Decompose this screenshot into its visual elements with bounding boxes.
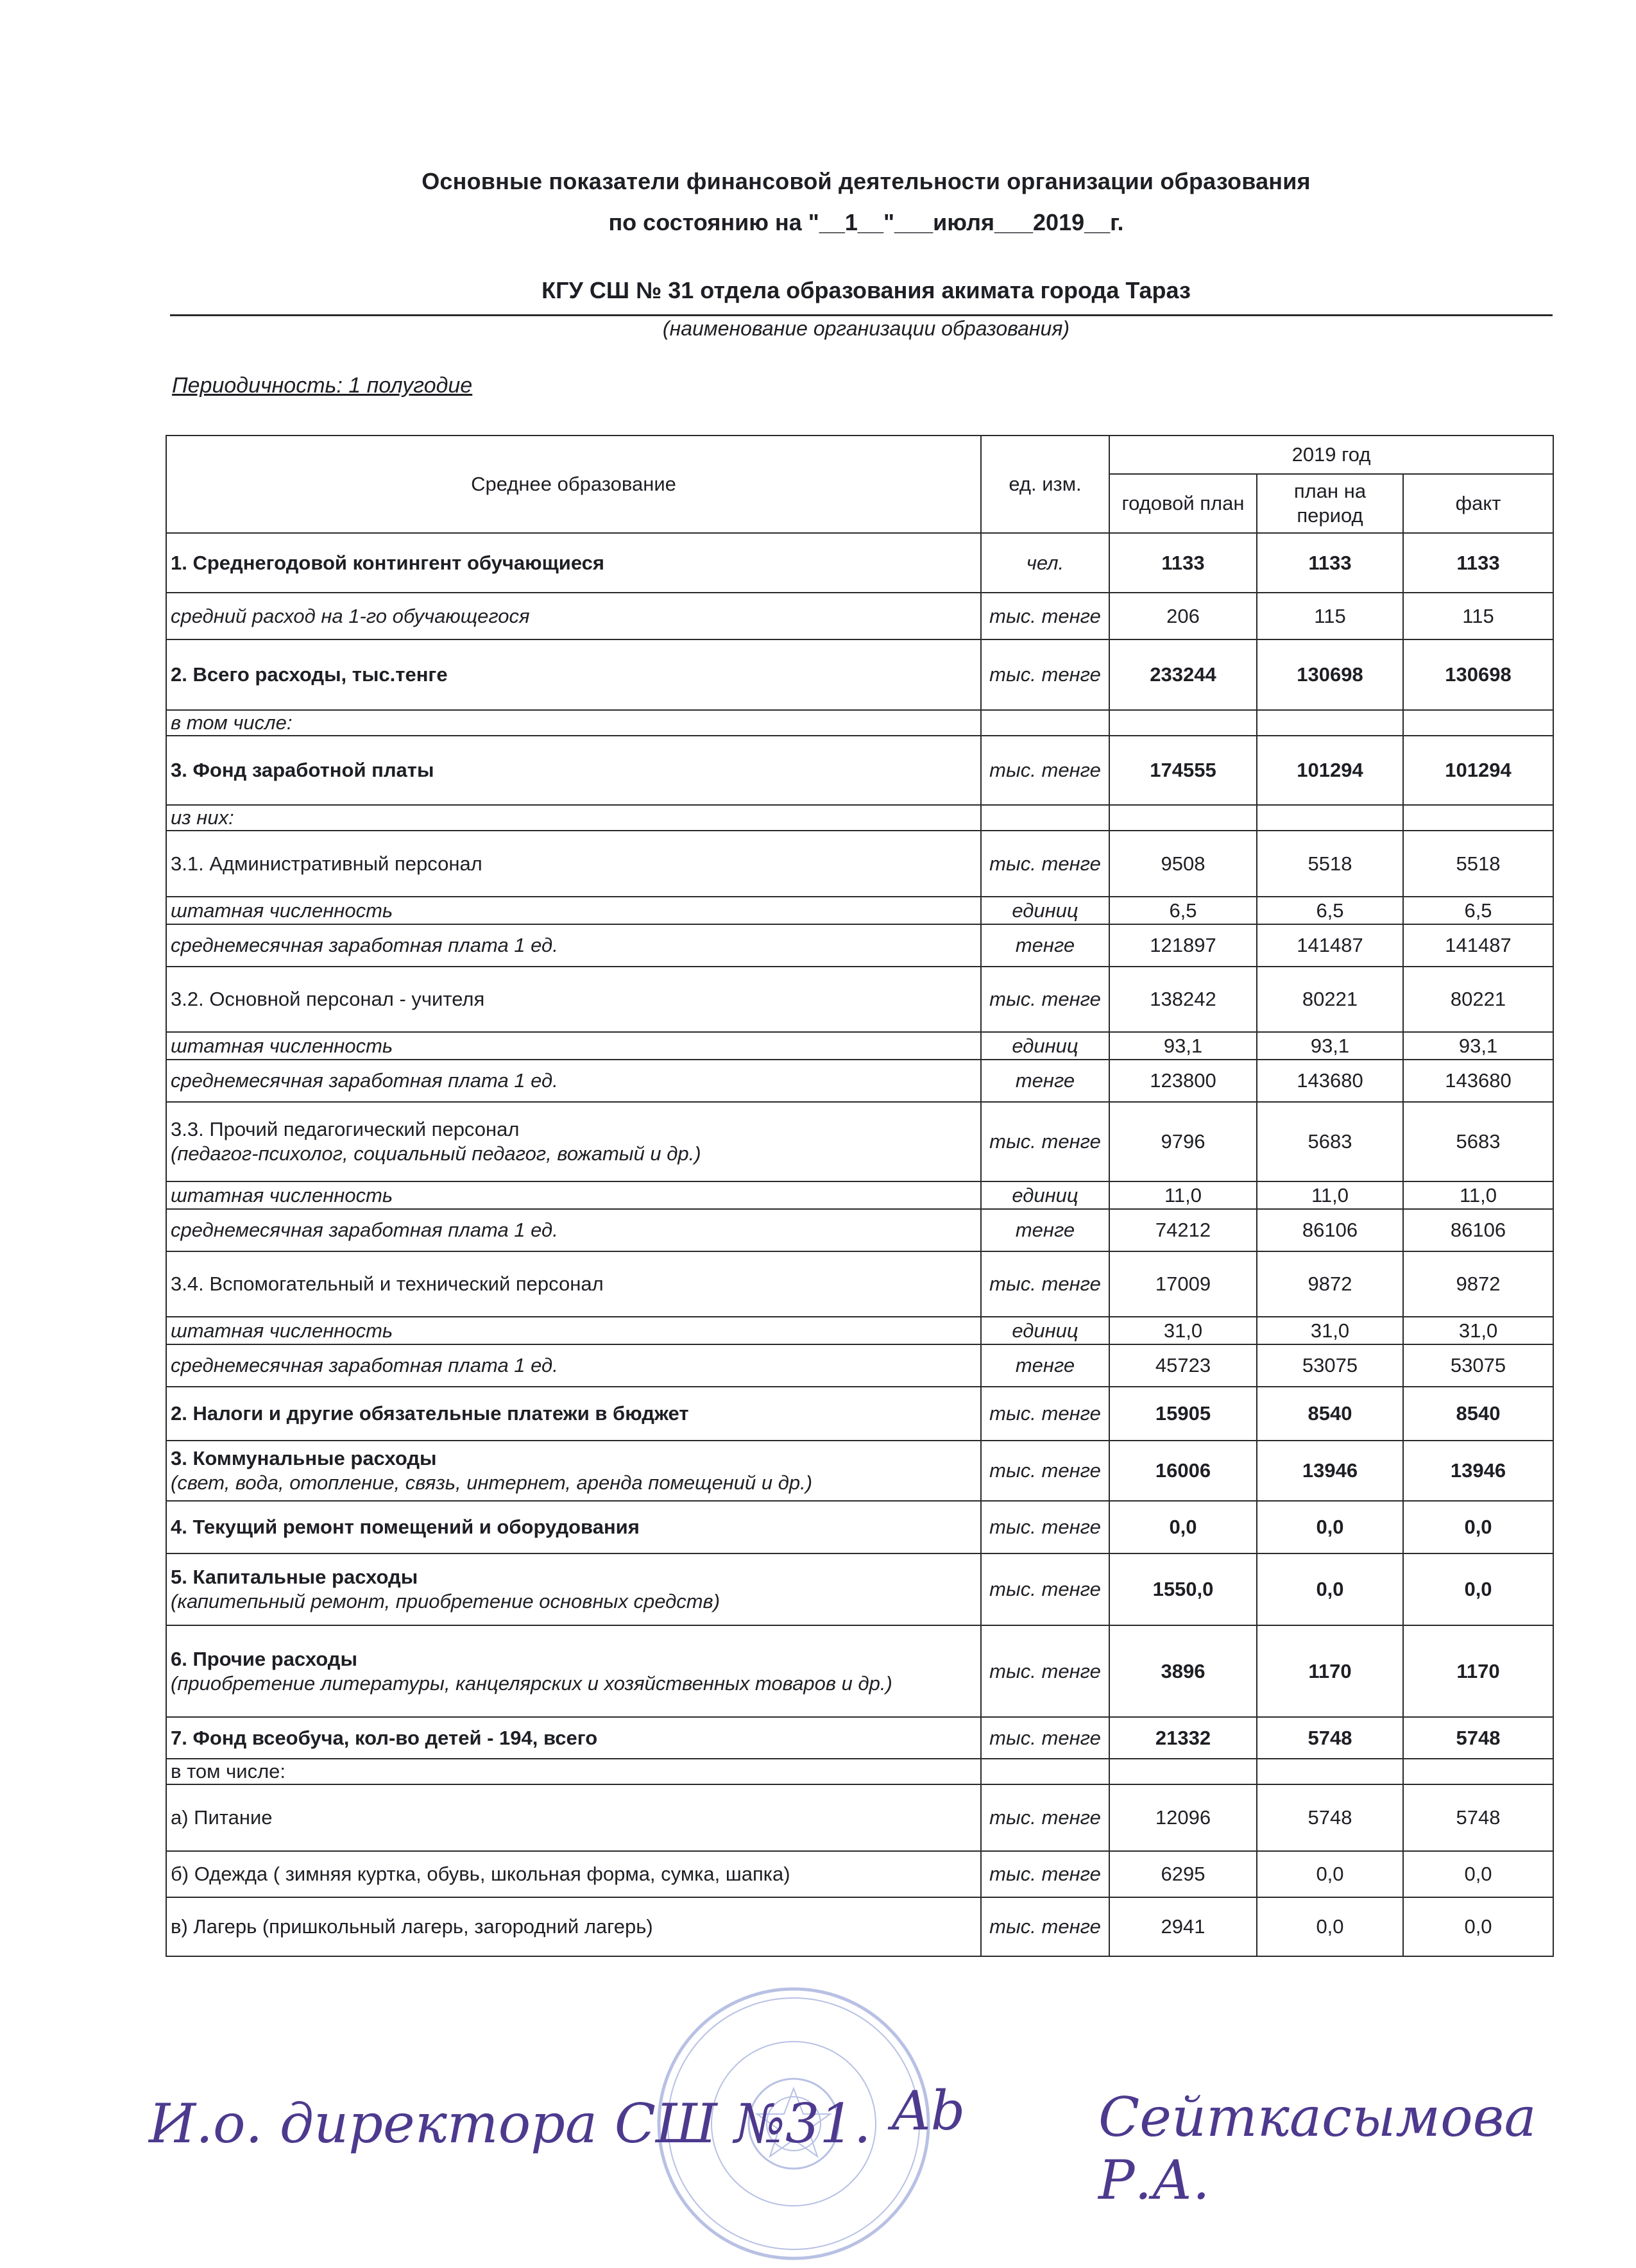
row-name-cell bbox=[166, 593, 981, 639]
row-name: штатная численность bbox=[171, 1183, 393, 1206]
row-unit: тыс. тенге bbox=[981, 1625, 1109, 1717]
row-period-plan: 0,0 bbox=[1257, 1851, 1403, 1897]
row-period-plan: 1170 bbox=[1257, 1625, 1403, 1717]
row-name: в) Лагерь (пришкольный лагерь, загородний лагерь) bbox=[171, 1915, 653, 1938]
row-unit: тыс. тенге bbox=[981, 1717, 1109, 1759]
row-name-cell bbox=[166, 897, 981, 924]
header-unit: ед. изм. bbox=[981, 436, 1109, 533]
row-annual-plan: 9796 bbox=[1109, 1102, 1257, 1181]
row-fact: 53075 bbox=[1403, 1344, 1553, 1387]
row-annual-plan: 2941 bbox=[1109, 1897, 1257, 1956]
row-unit: тыс. тенге bbox=[981, 1387, 1109, 1441]
row-period-plan: 9872 bbox=[1257, 1251, 1403, 1317]
row-period-plan: 93,1 bbox=[1257, 1032, 1403, 1060]
row-unit: тыс. тенге bbox=[981, 1251, 1109, 1317]
row-unit: единиц bbox=[981, 897, 1109, 924]
row-fact: 0,0 bbox=[1403, 1851, 1553, 1897]
row-fact: 115 bbox=[1403, 593, 1553, 639]
row-name: 3. Фонд заработной платы bbox=[171, 759, 434, 782]
table-row bbox=[166, 924, 1553, 967]
signature-position: И.о. директора СШ №31. bbox=[149, 2092, 871, 2155]
row-fact bbox=[1403, 1759, 1553, 1784]
row-period-plan: 80221 bbox=[1257, 967, 1403, 1032]
row-period-plan: 6,5 bbox=[1257, 897, 1403, 924]
table-row bbox=[166, 1387, 1553, 1441]
row-fact: 5748 bbox=[1403, 1717, 1553, 1759]
row-annual-plan: 12096 bbox=[1109, 1784, 1257, 1851]
row-name-cell bbox=[166, 639, 981, 710]
row-period-plan: 13946 bbox=[1257, 1441, 1403, 1501]
row-name-cell bbox=[166, 1625, 981, 1717]
row-name-cell bbox=[166, 1387, 981, 1441]
signature-line bbox=[149, 2079, 1560, 2212]
row-name: среднемесячная заработная плата 1 ед. bbox=[171, 1219, 558, 1242]
table-row bbox=[166, 1553, 1553, 1625]
row-period-plan: 141487 bbox=[1257, 924, 1403, 967]
row-fact: 11,0 bbox=[1403, 1181, 1553, 1209]
row-unit bbox=[981, 805, 1109, 831]
table-row bbox=[166, 1851, 1553, 1897]
row-fact: 1133 bbox=[1403, 533, 1553, 593]
row-fact: 0,0 bbox=[1403, 1897, 1553, 1956]
row-name: 2. Всего расходы, тыс.тенге bbox=[171, 663, 448, 686]
row-fact: 101294 bbox=[1403, 736, 1553, 805]
row-fact: 0,0 bbox=[1403, 1553, 1553, 1625]
header-education: Среднее образование bbox=[166, 436, 981, 533]
row-name: среднемесячная заработная плата 1 ед. bbox=[171, 1069, 558, 1092]
row-name: среднемесячная заработная плата 1 ед. bbox=[171, 1354, 558, 1377]
row-annual-plan bbox=[1109, 710, 1257, 736]
table-row bbox=[166, 831, 1553, 897]
row-annual-plan: 21332 bbox=[1109, 1717, 1257, 1759]
row-name: 7. Фонд всеобуча, кол-во детей - 194, всего bbox=[171, 1726, 598, 1749]
row-period-plan: 8540 bbox=[1257, 1387, 1403, 1441]
row-name: б) Одежда ( зимняя куртка, обувь, школьная форма, сумка, шапка) bbox=[171, 1863, 790, 1886]
row-name: 4. Текущий ремонт помещений и оборудования bbox=[171, 1516, 640, 1539]
row-unit: тенге bbox=[981, 924, 1109, 967]
row-name-cell bbox=[166, 710, 981, 736]
row-name: 3.3. Прочий педагогический персонал bbox=[171, 1118, 520, 1141]
row-period-plan: 5518 bbox=[1257, 831, 1403, 897]
row-name-cell bbox=[166, 1102, 981, 1181]
row-name: среднемесячная заработная плата 1 ед. bbox=[171, 934, 558, 957]
table-row bbox=[166, 1060, 1553, 1102]
row-name-cell bbox=[166, 1759, 981, 1784]
row-name-cell bbox=[166, 736, 981, 805]
table-row bbox=[166, 805, 1553, 831]
handwritten-signature: Ab bbox=[892, 2079, 966, 2142]
row-annual-plan: 123800 bbox=[1109, 1060, 1257, 1102]
row-name-cell bbox=[166, 1851, 981, 1897]
row-annual-plan: 138242 bbox=[1109, 967, 1257, 1032]
row-period-plan: 115 bbox=[1257, 593, 1403, 639]
row-name: 3.1. Административный персонал bbox=[171, 852, 482, 875]
organization-name: КГУ СШ № 31 отдела образования акимата города Тараз bbox=[541, 277, 1191, 303]
row-unit: тыс. тенге bbox=[981, 1553, 1109, 1625]
row-name-cell bbox=[166, 1897, 981, 1956]
row-name-cell bbox=[166, 1251, 981, 1317]
table-row bbox=[166, 1032, 1553, 1060]
row-name: 6. Прочие расходы bbox=[171, 1647, 357, 1670]
row-annual-plan bbox=[1109, 805, 1257, 831]
row-period-plan: 1133 bbox=[1257, 533, 1403, 593]
row-unit: тенге bbox=[981, 1209, 1109, 1251]
table-row bbox=[166, 1759, 1553, 1784]
row-name-cell bbox=[166, 1032, 981, 1060]
row-name: штатная численность bbox=[171, 1319, 393, 1342]
row-annual-plan: 1550,0 bbox=[1109, 1553, 1257, 1625]
row-name-cell bbox=[166, 533, 981, 593]
row-fact: 0,0 bbox=[1403, 1501, 1553, 1553]
row-fact: 5683 bbox=[1403, 1102, 1553, 1181]
row-name-cell bbox=[166, 1501, 981, 1553]
table-row bbox=[166, 1251, 1553, 1317]
row-fact: 1170 bbox=[1403, 1625, 1553, 1717]
table-body bbox=[166, 533, 1553, 1956]
row-name: 1. Среднегодовой контингент обучающиеся bbox=[171, 551, 604, 574]
row-name-cell bbox=[166, 1344, 981, 1387]
row-period-plan: 101294 bbox=[1257, 736, 1403, 805]
row-unit: тыс. тенге bbox=[981, 967, 1109, 1032]
row-fact: 8540 bbox=[1403, 1387, 1553, 1441]
row-name-cell bbox=[166, 1441, 981, 1501]
row-name: средний расход на 1-го обучающегося bbox=[171, 604, 530, 627]
row-fact: 93,1 bbox=[1403, 1032, 1553, 1060]
organization-underline bbox=[170, 314, 1553, 316]
header-annual-plan: годовой план bbox=[1109, 474, 1257, 533]
table-row bbox=[166, 1625, 1553, 1717]
row-period-plan: 5683 bbox=[1257, 1102, 1403, 1181]
row-period-plan bbox=[1257, 710, 1403, 736]
row-annual-plan: 45723 bbox=[1109, 1344, 1257, 1387]
row-unit: тыс. тенге bbox=[981, 736, 1109, 805]
row-fact bbox=[1403, 710, 1553, 736]
row-fact: 86106 bbox=[1403, 1209, 1553, 1251]
table-row bbox=[166, 967, 1553, 1032]
row-unit: тыс. тенге bbox=[981, 1501, 1109, 1553]
document-title: Основные показатели финансовой деятельности организации образования bbox=[422, 168, 1311, 194]
row-unit bbox=[981, 1759, 1109, 1784]
row-annual-plan: 3896 bbox=[1109, 1625, 1257, 1717]
row-name-cell bbox=[166, 805, 981, 831]
row-unit: тенге bbox=[981, 1344, 1109, 1387]
table-row bbox=[166, 593, 1553, 639]
table-row bbox=[166, 1441, 1553, 1501]
row-annual-plan: 121897 bbox=[1109, 924, 1257, 967]
table-row bbox=[166, 1784, 1553, 1851]
row-annual-plan: 11,0 bbox=[1109, 1181, 1257, 1209]
row-name-cell bbox=[166, 1317, 981, 1344]
table-row bbox=[166, 1209, 1553, 1251]
row-period-plan: 86106 bbox=[1257, 1209, 1403, 1251]
document-date-line: по состоянию на "__1__"___июля___2019__г. bbox=[608, 209, 1124, 235]
row-period-plan: 11,0 bbox=[1257, 1181, 1403, 1209]
row-fact: 80221 bbox=[1403, 967, 1553, 1032]
header-fact: факт bbox=[1403, 474, 1553, 533]
row-annual-plan: 9508 bbox=[1109, 831, 1257, 897]
header-year: 2019 год bbox=[1109, 436, 1553, 474]
row-annual-plan: 0,0 bbox=[1109, 1501, 1257, 1553]
table-row bbox=[166, 1897, 1553, 1956]
row-unit: единиц bbox=[981, 1317, 1109, 1344]
row-period-plan: 5748 bbox=[1257, 1784, 1403, 1851]
table-row bbox=[166, 1501, 1553, 1553]
row-name-cell bbox=[166, 1060, 981, 1102]
row-name: из них: bbox=[171, 806, 234, 829]
row-period-plan bbox=[1257, 1759, 1403, 1784]
row-annual-plan: 1133 bbox=[1109, 533, 1257, 593]
row-fact: 143680 bbox=[1403, 1060, 1553, 1102]
row-name: в том числе: bbox=[171, 1760, 286, 1783]
row-fact: 5748 bbox=[1403, 1784, 1553, 1851]
table-row bbox=[166, 1102, 1553, 1181]
row-unit: тыс. тенге bbox=[981, 639, 1109, 710]
row-unit: тыс. тенге bbox=[981, 1441, 1109, 1501]
row-unit: тенге bbox=[981, 1060, 1109, 1102]
row-name: 5. Капитальные расходы bbox=[171, 1566, 418, 1589]
row-unit: тыс. тенге bbox=[981, 1851, 1109, 1897]
table-row bbox=[166, 1181, 1553, 1209]
row-annual-plan: 233244 bbox=[1109, 639, 1257, 710]
row-name-cell bbox=[166, 924, 981, 967]
row-unit: тыс. тенге bbox=[981, 1897, 1109, 1956]
table-row bbox=[166, 1344, 1553, 1387]
row-annual-plan: 74212 bbox=[1109, 1209, 1257, 1251]
row-annual-plan bbox=[1109, 1759, 1257, 1784]
table-row bbox=[166, 639, 1553, 710]
row-name-cell bbox=[166, 1181, 981, 1209]
row-name-cell bbox=[166, 831, 981, 897]
row-description: (педагог-психолог, социальный педагог, вожатый и др.) bbox=[171, 1142, 701, 1165]
table-row bbox=[166, 533, 1553, 593]
row-unit bbox=[981, 710, 1109, 736]
row-period-plan: 0,0 bbox=[1257, 1897, 1403, 1956]
row-period-plan: 5748 bbox=[1257, 1717, 1403, 1759]
row-description: (приобретение литературы, канцелярских и хозяйственных товаров и др.) bbox=[171, 1671, 892, 1695]
row-annual-plan: 174555 bbox=[1109, 736, 1257, 805]
row-annual-plan: 15905 bbox=[1109, 1387, 1257, 1441]
row-annual-plan: 31,0 bbox=[1109, 1317, 1257, 1344]
financial-indicators-table bbox=[166, 435, 1554, 1957]
row-fact: 130698 bbox=[1403, 639, 1553, 710]
row-fact: 5518 bbox=[1403, 831, 1553, 897]
row-name-cell bbox=[166, 1784, 981, 1851]
row-name: 3.4. Вспомогательный и технический персонал bbox=[171, 1273, 604, 1296]
row-name: а) Питание bbox=[171, 1806, 273, 1829]
row-annual-plan: 6295 bbox=[1109, 1851, 1257, 1897]
row-annual-plan: 17009 bbox=[1109, 1251, 1257, 1317]
row-annual-plan: 93,1 bbox=[1109, 1032, 1257, 1060]
row-name-cell bbox=[166, 967, 981, 1032]
row-fact: 31,0 bbox=[1403, 1317, 1553, 1344]
table-row bbox=[166, 710, 1553, 736]
periodicity-label: Периодичность: 1 полугодие bbox=[172, 373, 473, 398]
table-row bbox=[166, 736, 1553, 805]
row-fact: 6,5 bbox=[1403, 897, 1553, 924]
row-unit: единиц bbox=[981, 1032, 1109, 1060]
row-annual-plan: 206 bbox=[1109, 593, 1257, 639]
row-name-cell bbox=[166, 1209, 981, 1251]
row-annual-plan: 16006 bbox=[1109, 1441, 1257, 1501]
row-name: 2. Налоги и другие обязательные платежи в бюджет bbox=[171, 1402, 689, 1425]
organization-caption: (наименование организации образования) bbox=[662, 317, 1070, 340]
table-row bbox=[166, 1717, 1553, 1759]
row-name: в том числе: bbox=[171, 711, 293, 734]
row-period-plan: 130698 bbox=[1257, 639, 1403, 710]
row-period-plan: 0,0 bbox=[1257, 1553, 1403, 1625]
row-description: (свет, вода, отопление, связь, интернет, аренда помещений и др.) bbox=[171, 1471, 813, 1494]
row-name: штатная численность bbox=[171, 899, 393, 922]
row-unit: тыс. тенге bbox=[981, 1102, 1109, 1181]
row-name-cell bbox=[166, 1553, 981, 1625]
row-name: 3. Коммунальные расходы bbox=[171, 1447, 437, 1470]
header-period-plan: план на период bbox=[1257, 474, 1403, 533]
table-row bbox=[166, 1317, 1553, 1344]
row-period-plan: 53075 bbox=[1257, 1344, 1403, 1387]
row-unit: чел. bbox=[981, 533, 1109, 593]
row-fact bbox=[1403, 805, 1553, 831]
row-unit: тыс. тенге bbox=[981, 1784, 1109, 1851]
row-period-plan: 143680 bbox=[1257, 1060, 1403, 1102]
row-fact: 13946 bbox=[1403, 1441, 1553, 1501]
row-period-plan: 31,0 bbox=[1257, 1317, 1403, 1344]
table-row bbox=[166, 897, 1553, 924]
row-period-plan: 0,0 bbox=[1257, 1501, 1403, 1553]
row-fact: 141487 bbox=[1403, 924, 1553, 967]
signature-name: Сейткасымова Р.А. bbox=[1098, 2086, 1537, 2212]
row-description: (капитепьный ремонт, приобретение основных средств) bbox=[171, 1590, 720, 1612]
row-name-cell bbox=[166, 1717, 981, 1759]
row-unit: тыс. тенге bbox=[981, 831, 1109, 897]
row-name: штатная численность bbox=[171, 1034, 393, 1057]
row-fact: 9872 bbox=[1403, 1251, 1553, 1317]
row-unit: тыс. тенге bbox=[981, 593, 1109, 639]
row-annual-plan: 6,5 bbox=[1109, 897, 1257, 924]
row-unit: единиц bbox=[981, 1181, 1109, 1209]
row-name: 3.2. Основной персонал - учителя bbox=[171, 988, 485, 1011]
row-period-plan bbox=[1257, 805, 1403, 831]
